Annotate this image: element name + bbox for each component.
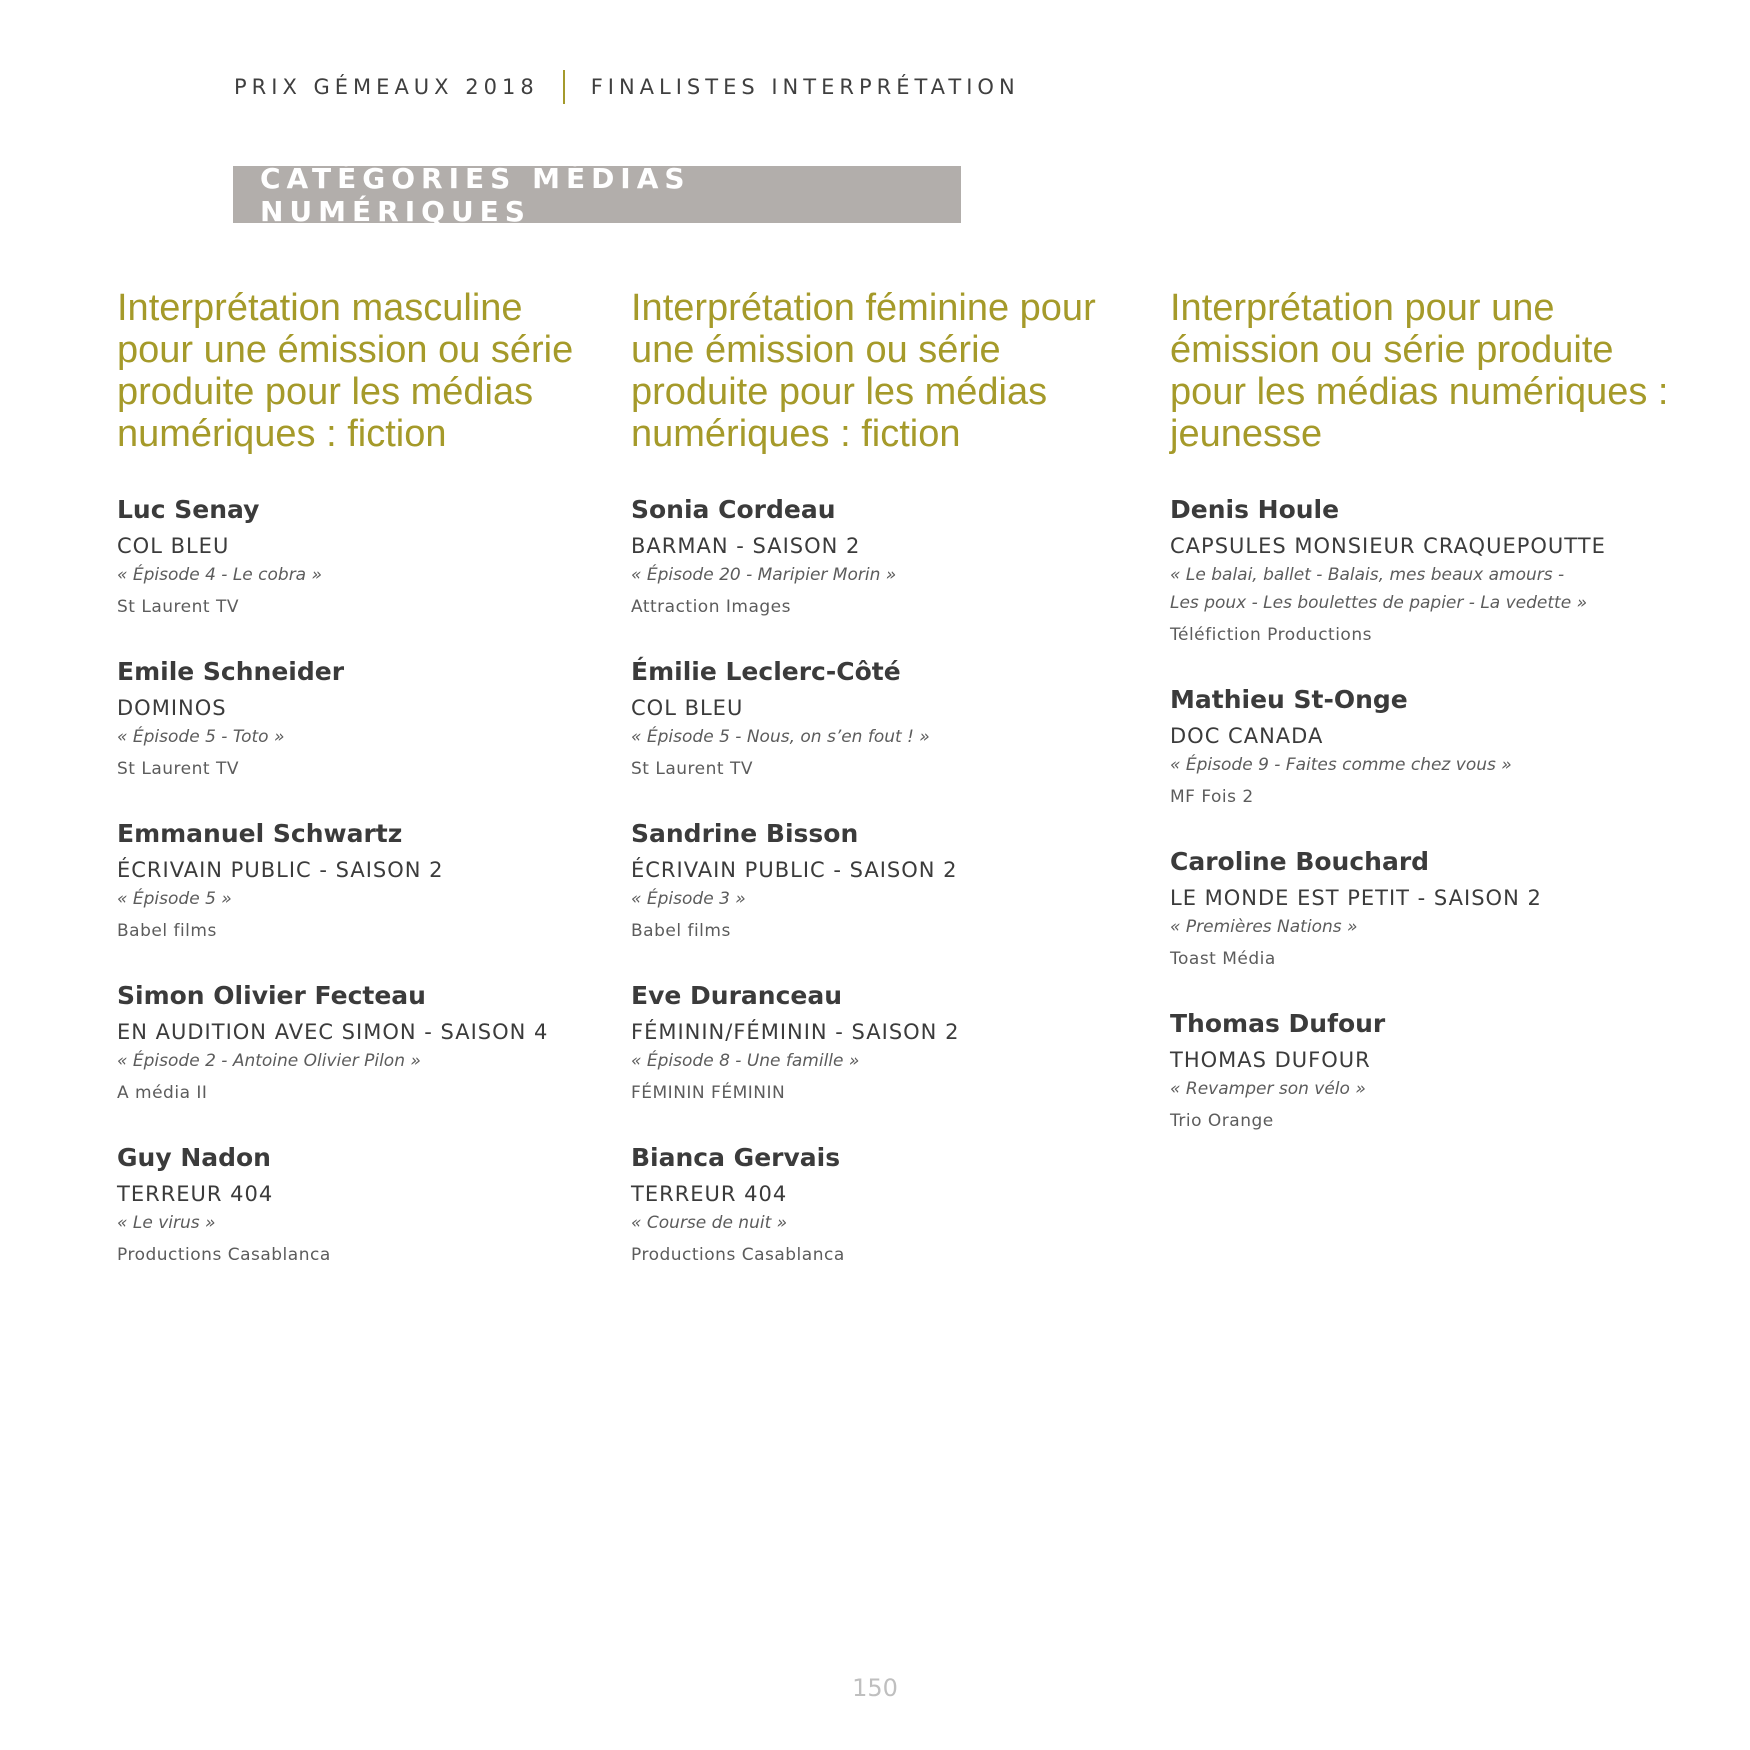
nominee-entry [1170, 1007, 1670, 1135]
nominee-entry [117, 1141, 587, 1269]
nominee-name: Caroline Bouchard [1170, 847, 1430, 876]
nominee-show: BARMAN - SAISON 2 [631, 534, 861, 558]
nominee-show: THOMAS DUFOUR [1170, 1048, 1371, 1072]
nominee-show: COL BLEU [117, 534, 230, 558]
publication-title: PRIX GÉMEAUX 2018 [234, 75, 539, 99]
nominee-episode: « Épisode 20 - Maripier Morin » [631, 565, 897, 585]
nominee-name: Denis Houle [1170, 495, 1340, 524]
nominee-entry [631, 655, 1131, 783]
nominee-show: EN AUDITION AVEC SIMON - SAISON 4 [117, 1020, 549, 1044]
nominee-entry [631, 979, 1131, 1107]
nominee-producer: Productions Casablanca [631, 1245, 845, 1265]
nominee-name: Thomas Dufour [1170, 1009, 1386, 1038]
nominee-episode: « Épisode 5 - Toto » [117, 727, 285, 747]
nominee-list [631, 493, 1131, 1269]
nominee-producer: Trio Orange [1170, 1111, 1274, 1131]
nominee-show: LE MONDE EST PETIT - SAISON 2 [1170, 886, 1542, 910]
nominee-entry [117, 493, 587, 621]
nominee-entry [631, 1141, 1131, 1269]
nominee-name: Sonia Cordeau [631, 495, 836, 524]
section-label: FINALISTES INTERPRÉTATION [590, 75, 1020, 99]
nominee-producer: A média II [117, 1083, 208, 1103]
nominee-producer: FÉMININ FÉMININ [631, 1083, 786, 1103]
nominee-name: Émilie Leclerc-Côté [631, 657, 901, 686]
category-column [1170, 287, 1670, 1169]
nominee-episode: « Épisode 9 - Faites comme chez vous » [1170, 755, 1512, 775]
page-number: 150 [852, 1674, 898, 1702]
nominee-episode: « Épisode 5 » [117, 889, 232, 909]
nominee-producer: Téléfiction Productions [1170, 625, 1372, 645]
nominee-name: Guy Nadon [117, 1143, 271, 1172]
nominee-episode: « Épisode 2 - Antoine Olivier Pilon » [117, 1051, 421, 1071]
section-banner [233, 161, 961, 228]
nominee-show: DOMINOS [117, 696, 227, 720]
nominee-episode: « Épisode 3 » [631, 889, 746, 909]
nominee-episode: « Revamper son vélo » [1170, 1079, 1366, 1099]
nominee-producer: St Laurent TV [631, 759, 753, 779]
nominee-name: Sandrine Bisson [631, 819, 859, 848]
nominee-entry [631, 493, 1131, 621]
nominee-show: CAPSULES MONSIEUR CRAQUEPOUTTE [1170, 534, 1606, 558]
nominee-name: Eve Duranceau [631, 981, 843, 1010]
nominee-show: TERREUR 404 [631, 1182, 788, 1206]
nominee-producer: Toast Média [1170, 949, 1276, 969]
nominee-name: Luc Senay [117, 495, 260, 524]
nominee-entry [117, 655, 587, 783]
nominee-show: FÉMININ/FÉMININ - SAISON 2 [631, 1020, 960, 1044]
nominee-name: Emile Schneider [117, 657, 345, 686]
category-title: Interprétation pour une émission ou série produite pour les médias numériques : jeunesse [1170, 287, 1669, 455]
nominee-entry [1170, 845, 1670, 973]
nominee-episode: « Épisode 4 - Le cobra » [117, 565, 322, 585]
nominee-producer: St Laurent TV [117, 597, 239, 617]
category-column [117, 287, 587, 1303]
nominee-name: Mathieu St-Onge [1170, 685, 1408, 714]
nominee-list [117, 493, 587, 1269]
nominee-episode: « Le virus » [117, 1213, 216, 1233]
nominee-show: DOC CANADA [1170, 724, 1324, 748]
nominee-producer: St Laurent TV [117, 759, 239, 779]
running-head [234, 70, 1020, 104]
nominee-name: Simon Olivier Fecteau [117, 981, 426, 1010]
nominee-entry [631, 817, 1131, 945]
nominee-episode: « Épisode 8 - Une famille » [631, 1051, 860, 1071]
nominee-episode: « Premières Nations » [1170, 917, 1358, 937]
nominee-producer: Attraction Images [631, 597, 791, 617]
nominee-entry [117, 817, 587, 945]
nominee-producer: MF Fois 2 [1170, 787, 1254, 807]
nominee-producer: Babel films [117, 921, 217, 941]
section-title: CATÉGORIES MÉDIAS NUMÉRIQUES [260, 161, 691, 228]
nominee-producer: Babel films [631, 921, 731, 941]
nominee-episode: « Course de nuit » [631, 1213, 788, 1233]
category-column [631, 287, 1131, 1303]
nominee-show: COL BLEU [631, 696, 744, 720]
nominee-show: ÉCRIVAIN PUBLIC - SAISON 2 [631, 858, 958, 882]
nominee-entry [117, 979, 587, 1107]
nominee-list [1170, 493, 1670, 1135]
header-divider [563, 70, 565, 104]
nominee-name: Bianca Gervais [631, 1143, 841, 1172]
nominee-entry [1170, 493, 1670, 649]
nominee-show: TERREUR 404 [117, 1182, 274, 1206]
nominee-show: ÉCRIVAIN PUBLIC - SAISON 2 [117, 858, 444, 882]
category-title: Interprétation masculine pour une émission ou série produite pour les médias numériques : fiction [117, 287, 574, 455]
category-title: Interprétation féminine pour une émission ou série produite pour les médias numériques : fiction [631, 287, 1096, 455]
nominee-episode: « Épisode 5 - Nous, on s’en fout ! » [631, 727, 930, 747]
nominee-entry [1170, 683, 1670, 811]
nominee-episode: « Le balai, ballet - Balais, mes beaux amours - Les poux - Les boulettes de papier - La vedette » [1170, 565, 1588, 613]
nominee-producer: Productions Casablanca [117, 1245, 331, 1265]
nominee-name: Emmanuel Schwartz [117, 819, 403, 848]
